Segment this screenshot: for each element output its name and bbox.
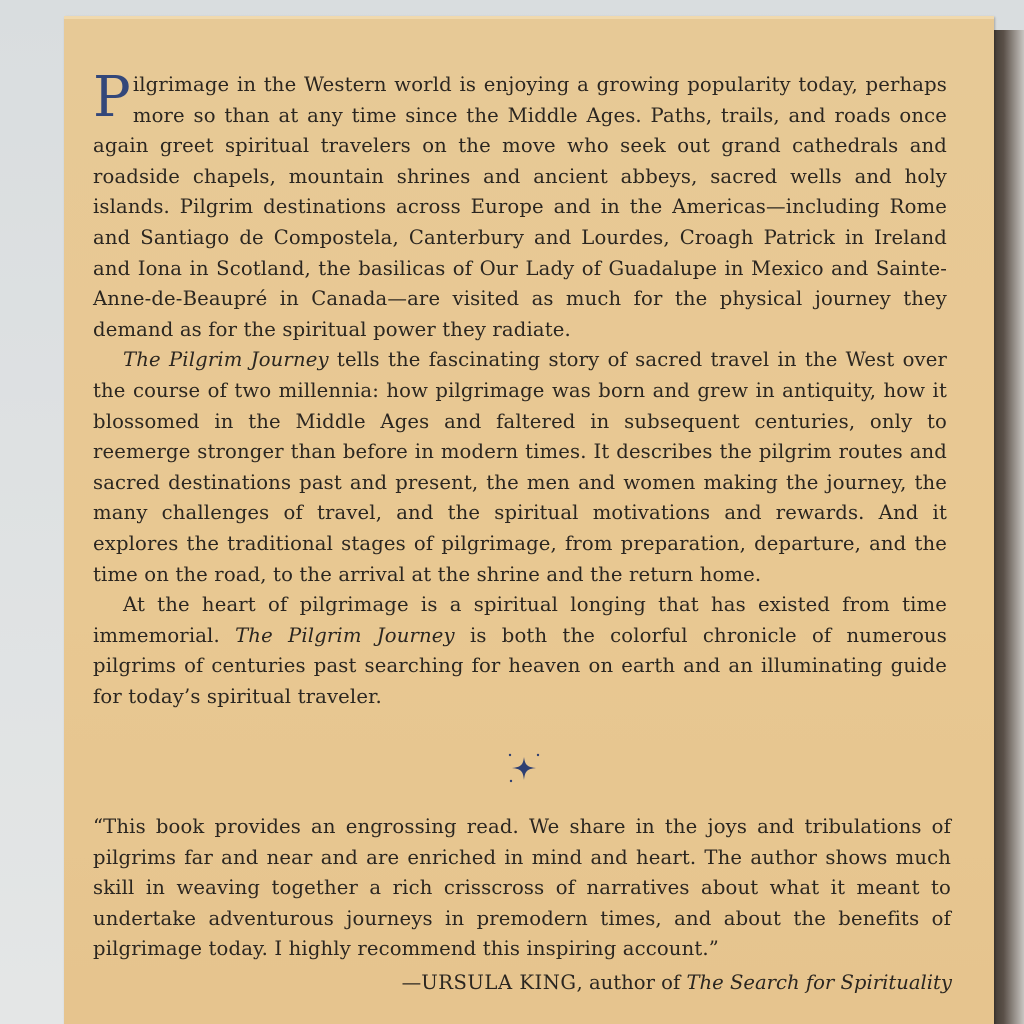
author-book-title: The Search for Spirituality [686,971,952,994]
ornament-dot-bottom-left [510,780,512,782]
star-shape [512,757,536,780]
description-paragraph-1 [93,65,947,345]
description-paragraph-3 [93,590,947,712]
quote-author-name: URSULA KING [421,971,577,994]
description-paragraph-2 [93,345,947,590]
book-description [93,65,947,712]
cover-top-edge [64,16,994,19]
four-point-star-ornament-icon [506,752,542,784]
paragraph-3-text: is both the colorful chronicle of numerous pilgrims of centuries past searching for heaven on earth and an illuminating guide for today’s spiritual traveler. [93,623,947,708]
book-title-italic: The Pilgrim Journey [123,348,329,372]
author-of-text: , author of [576,971,687,994]
endorsement-quote [93,812,951,965]
ornament-dot-top-left [509,754,511,756]
ornament-dot-top-right [537,754,539,756]
paragraph-3-start: At the heart of pilgrimage is a spiritual longing that has existed from time immemorial. [93,593,947,647]
paragraph-2-text: tells the fascinating story of sacred travel in the West over the course of two millennia: how pilgrimage was born and grew in antiquity, how it blossomed in the Middle Ages and faltered in subsequent centuries, only to reemerge stronger than before in modern times. It describes the pilgrim routes and sacred destinations past and present, the men and women making the journey, the many challenges of travel, and the spiritual motivations and rewards. And it explores the traditional stages of pilgrimage, from preparation, departure, and the time on the road, to the arrival at the shrine and the return home. [93,348,947,586]
quote-text: “This book provides an engrossing read. We share in the joys and tribulations of pilgrims far and near and are enriched in mind and heart. The author shows much skill in weaving together a rich crisscross of narratives about what it meant to undertake adventurous journeys in premodern times, and about the benefits of pilgrimage today. I highly recommend this inspiring account.” [93,815,951,961]
quote-attribution [402,968,952,998]
attribution-dash: — [401,971,422,994]
book-spine-shadow [990,30,1024,1024]
paragraph-1-text: ilgrimage in the Western world is enjoying a growing popularity today, perhaps more so than at any time since the Middle Ages. Paths, trails, and roads once again greet spiritual travelers on the move who seek out grand cathedrals and roadside chapels, mountain shrines and ancient abbeys, sacred wells and holy islands. Pilgrim destinations across Europe and in the Americas—including Rome and Santiago de Compostela, Canterbury and Lourdes, Croagh Patrick in Ireland and Iona in Scotland, the basilicas of Our Lady of Guadalupe in Mexico and Sainte-Anne-de-Beaupré in Canada—are visited as much for the physical journey they demand as for the spiritual power they radiate. [93,73,947,341]
drop-cap-letter: P [93,65,131,130]
book-title-italic-2: The Pilgrim Journey [235,623,455,647]
